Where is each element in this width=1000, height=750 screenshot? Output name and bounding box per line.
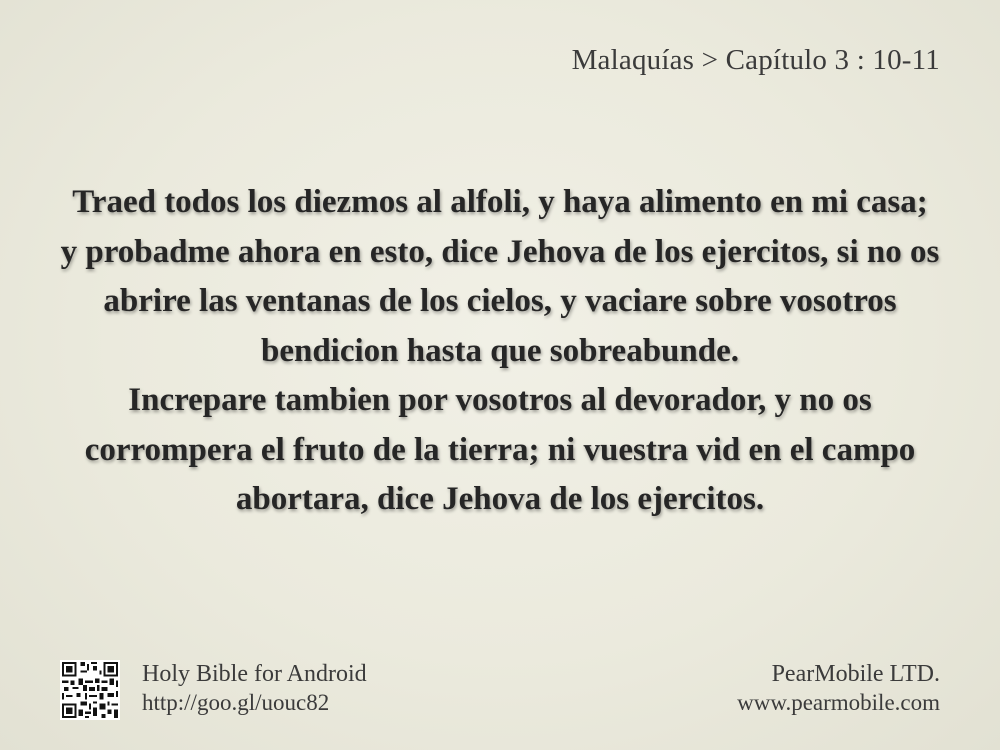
company-url-link[interactable]: www.pearmobile.com: [737, 690, 940, 715]
app-name: Holy Bible for Android: [142, 661, 367, 687]
verse-10: Traed todos los diezmos al alfoli, y haya alimento en mi casa; y probadme ahora en esto, dice Jehova de los ejercitos, si no os abrire las ventanas de los cielos, y vaciare sobre vosotros bendicion hasta que sobreabunde.: [60, 184, 940, 369]
app-url-link[interactable]: http://goo.gl/uouc82: [142, 690, 330, 715]
footer-company-info: [737, 660, 940, 718]
company-name: PearMobile LTD.: [771, 661, 940, 687]
verse-text: [60, 178, 940, 525]
qr-code-icon: [60, 660, 120, 720]
verse-11: Increpare tambien por vosotros al devorador, y no os corrompera el fruto de la tierra; ni vuestra vid en el campo abortara, dice Jehova de los ejercitos.: [84, 382, 916, 517]
verse-reference: Malaquías > Capítulo 3 : 10-11: [571, 44, 940, 76]
footer-app-info: [60, 660, 367, 720]
